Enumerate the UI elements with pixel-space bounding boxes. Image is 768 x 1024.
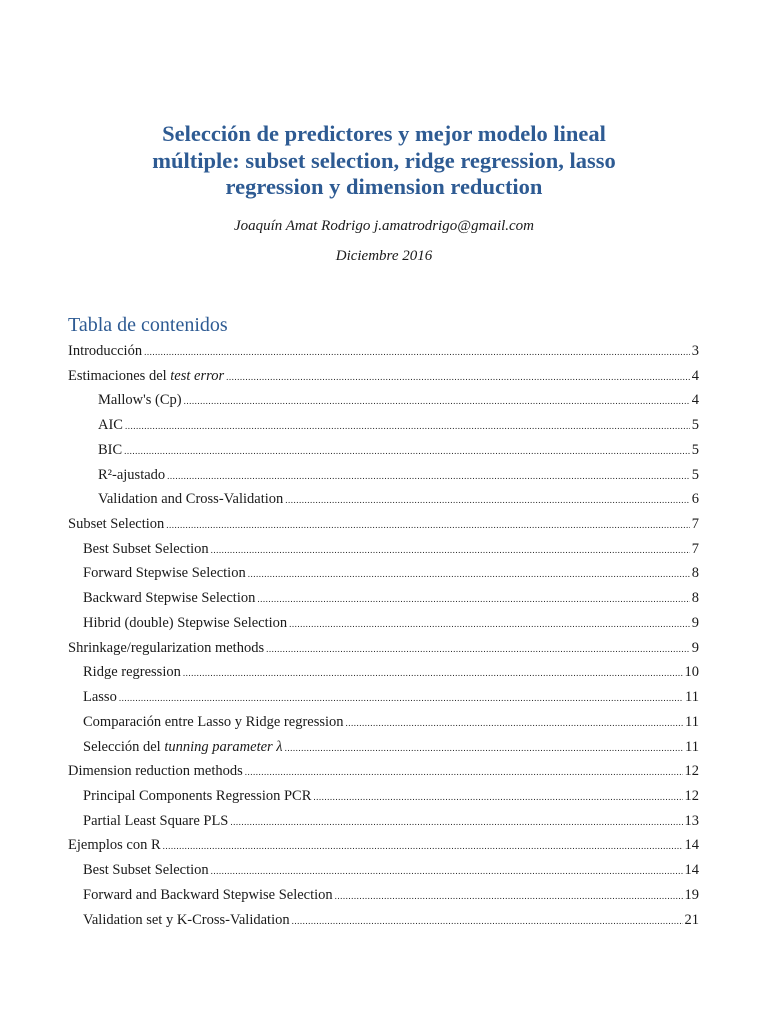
toc-dot-leader bbox=[211, 859, 683, 884]
toc-entry-label bbox=[83, 611, 287, 636]
toc-page-number: 8 bbox=[691, 590, 699, 607]
toc-entry-label bbox=[98, 388, 182, 413]
toc-entry-text: Comparación entre Lasso y Ridge regression bbox=[83, 713, 344, 730]
toc-entry-label bbox=[98, 487, 283, 512]
toc-dot-leader bbox=[257, 587, 689, 612]
toc-dot-leader bbox=[266, 637, 690, 662]
toc-entry[interactable] bbox=[68, 833, 699, 858]
toc-entry-label bbox=[83, 660, 181, 685]
toc-dot-leader bbox=[248, 562, 690, 587]
toc-entry-label bbox=[98, 438, 122, 463]
toc-entry-text: Introducción bbox=[68, 343, 143, 359]
toc-entry-label bbox=[83, 735, 283, 760]
toc-entry[interactable] bbox=[68, 735, 699, 760]
toc-page-number: 14 bbox=[684, 862, 699, 879]
toc-entry-label bbox=[68, 759, 243, 784]
toc-entry-label bbox=[98, 463, 165, 488]
title-line: regression y dimension reduction bbox=[225, 174, 543, 199]
toc-page-number: 13 bbox=[684, 812, 699, 829]
toc-page-number: 10 bbox=[684, 664, 699, 681]
toc-entry-text: Lasso bbox=[83, 689, 117, 706]
toc-entry[interactable] bbox=[68, 512, 699, 537]
toc-entry-label bbox=[83, 537, 209, 562]
toc-entry-text: Mallow's (Cp) bbox=[98, 392, 182, 409]
toc-page-number: 7 bbox=[691, 516, 699, 533]
toc-dot-leader bbox=[183, 661, 683, 686]
toc-entry[interactable] bbox=[68, 636, 699, 661]
toc-page-number: 8 bbox=[691, 565, 699, 582]
toc-dot-leader bbox=[292, 909, 683, 934]
toc-entry-label bbox=[98, 413, 123, 438]
toc-entry-text: R²-ajustado bbox=[98, 466, 166, 483]
toc-dot-leader bbox=[163, 834, 683, 859]
toc-entry-text: Best Subset Selection bbox=[83, 862, 209, 879]
table-of-contents bbox=[68, 339, 699, 932]
toc-dot-leader bbox=[119, 686, 683, 711]
toc-entry-label bbox=[68, 833, 161, 858]
toc-entry[interactable] bbox=[68, 858, 699, 883]
toc-entry-label bbox=[68, 636, 264, 661]
toc-entry-label bbox=[68, 512, 164, 537]
toc-entry-text: Forward and Backward Stepwise Selection bbox=[83, 886, 333, 903]
toc-entry-text: Subset Selection bbox=[68, 516, 165, 533]
toc-dot-leader bbox=[124, 439, 690, 464]
toc-page-number: 11 bbox=[685, 689, 699, 706]
toc-dot-leader bbox=[144, 340, 690, 365]
document-title bbox=[90, 121, 678, 201]
toc-entry-text: Principal Components Regression PCR bbox=[83, 787, 312, 804]
toc-dot-leader bbox=[230, 810, 682, 835]
toc-entry[interactable] bbox=[68, 685, 699, 710]
toc-page-number: 21 bbox=[684, 911, 699, 928]
toc-dot-leader bbox=[245, 760, 683, 785]
toc-page-number: 4 bbox=[691, 392, 699, 409]
toc-entry-label bbox=[68, 364, 224, 389]
toc-page-number: 11 bbox=[685, 738, 699, 755]
toc-entry-label bbox=[83, 685, 117, 710]
toc-entry-text: Partial Least Square PLS bbox=[83, 812, 229, 829]
toc-entry[interactable] bbox=[68, 883, 699, 908]
toc-page-number: 6 bbox=[691, 491, 699, 508]
toc-dot-leader bbox=[335, 884, 683, 909]
toc-page-number: 5 bbox=[691, 417, 699, 434]
toc-dot-leader bbox=[285, 488, 689, 513]
toc-page-number: 5 bbox=[691, 466, 699, 483]
toc-dot-leader bbox=[313, 785, 682, 810]
toc-entry-text: Backward Stepwise Selection bbox=[83, 590, 256, 607]
toc-dot-leader bbox=[226, 365, 690, 390]
toc-entry[interactable] bbox=[68, 759, 699, 784]
toc-entry-label bbox=[83, 561, 246, 586]
toc-entry[interactable] bbox=[68, 586, 699, 611]
toc-heading: Tabla de contenidos bbox=[68, 314, 228, 336]
toc-page-number: 14 bbox=[684, 837, 699, 854]
toc-dot-leader bbox=[184, 389, 690, 414]
toc-entry-label bbox=[83, 908, 290, 933]
toc-entry[interactable] bbox=[68, 537, 699, 562]
toc-entry-text: Hibrid (double) Stepwise Selection bbox=[83, 614, 288, 631]
toc-dot-leader bbox=[125, 414, 690, 439]
toc-entry-text: Estimaciones del bbox=[68, 367, 171, 384]
toc-entry[interactable] bbox=[68, 784, 699, 809]
toc-entry-text: Selección del bbox=[83, 738, 165, 755]
toc-page-number: 9 bbox=[691, 614, 699, 631]
toc-page-number: 12 bbox=[684, 787, 699, 804]
toc-entry[interactable] bbox=[68, 339, 699, 364]
toc-entry-italic-text: test error bbox=[170, 367, 225, 384]
toc-entry-text: BIC bbox=[98, 441, 123, 458]
toc-page-number: 3 bbox=[691, 343, 699, 359]
toc-entry-label bbox=[83, 586, 255, 611]
toc-dot-leader bbox=[289, 612, 690, 637]
toc-entry-text: Ridge regression bbox=[83, 664, 181, 681]
toc-entry[interactable] bbox=[68, 487, 699, 512]
toc-page-number: 11 bbox=[685, 713, 699, 730]
toc-entry[interactable] bbox=[68, 388, 699, 413]
toc-page-number: 4 bbox=[691, 367, 699, 384]
toc-page-number: 5 bbox=[691, 441, 699, 458]
author-line: Joaquín Amat Rodrigo j.amatrodrigo@gmail.com bbox=[233, 218, 535, 234]
toc-entry-text: Validation and Cross-Validation bbox=[98, 491, 284, 508]
toc-entry[interactable] bbox=[68, 908, 699, 933]
title-line: Selección de predictores y mejor modelo lineal bbox=[162, 121, 606, 146]
toc-entry[interactable] bbox=[68, 413, 699, 438]
toc-entry[interactable] bbox=[68, 463, 699, 488]
toc-page-number: 12 bbox=[684, 763, 699, 780]
toc-dot-leader bbox=[167, 464, 690, 489]
document-date: Diciembre 2016 bbox=[335, 248, 433, 264]
toc-entry[interactable] bbox=[68, 364, 699, 389]
title-line: múltiple: subset selection, ridge regression, lasso bbox=[152, 147, 616, 173]
toc-entry-label bbox=[83, 858, 209, 883]
toc-entry[interactable] bbox=[68, 438, 699, 463]
toc-entry-text: Dimension reduction methods bbox=[68, 763, 243, 780]
toc-entry-label bbox=[83, 710, 344, 735]
toc-entry[interactable] bbox=[68, 611, 699, 636]
toc-page-number: 7 bbox=[691, 540, 699, 557]
toc-entry[interactable] bbox=[68, 710, 699, 735]
toc-entry-text: Best Subset Selection bbox=[83, 540, 209, 557]
toc-entry-label bbox=[83, 809, 228, 834]
toc-entry[interactable] bbox=[68, 660, 699, 685]
toc-entry-label bbox=[68, 339, 142, 364]
toc-entry-italic-text: tunning parameter λ bbox=[164, 738, 283, 755]
toc-dot-leader bbox=[211, 538, 690, 563]
toc-entry[interactable] bbox=[68, 809, 699, 834]
toc-page-number: 9 bbox=[691, 639, 699, 656]
toc-dot-leader bbox=[346, 711, 684, 736]
toc-entry-text: Shrinkage/regularization methods bbox=[68, 639, 265, 656]
toc-entry-text: Ejemplos con R bbox=[68, 837, 161, 854]
toc-entry-text: AIC bbox=[98, 417, 123, 434]
toc-entry-label bbox=[83, 883, 333, 908]
toc-entry[interactable] bbox=[68, 561, 699, 586]
toc-page-number: 19 bbox=[684, 886, 699, 903]
toc-entry-label bbox=[83, 784, 311, 809]
toc-dot-leader bbox=[166, 513, 689, 538]
toc-entry-text: Validation set y K-Cross-Validation bbox=[83, 911, 290, 928]
toc-dot-leader bbox=[285, 736, 683, 761]
toc-entry-text: Forward Stepwise Selection bbox=[83, 565, 246, 582]
